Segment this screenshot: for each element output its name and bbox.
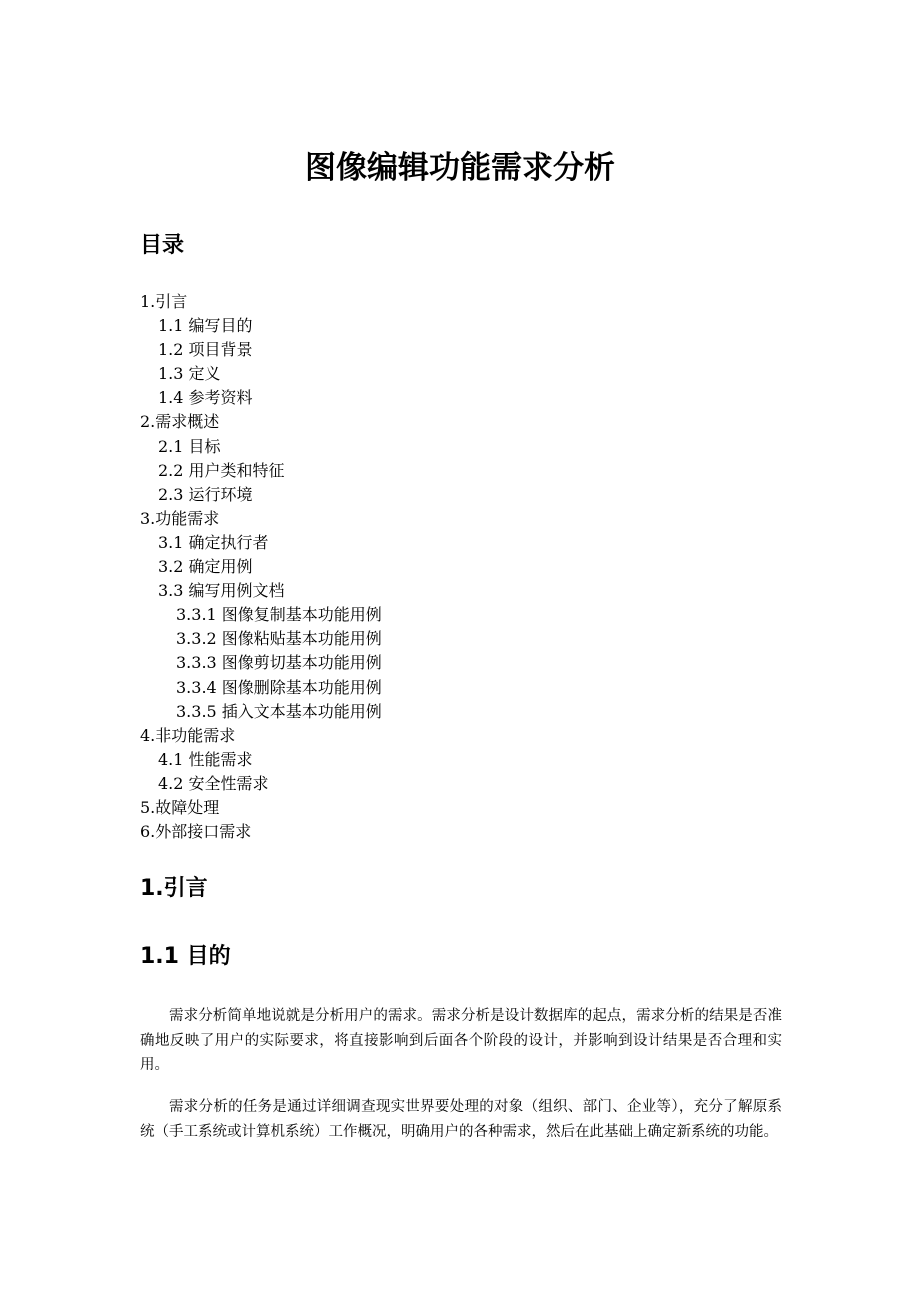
toc-item: 1.引言 <box>140 292 188 311</box>
section-heading-purpose: 1.1 目的 <box>140 944 231 969</box>
section-heading-intro: 1.引言 <box>140 876 208 901</box>
body-paragraph: 需求分析的任务是通过详细调查现实世界要处理的对象（组织、部门、企业等），充分了解原系统（手工系统或计算机系统）工作概况，明确用户的各种需求，然后在此基础上确定新系统的功能。 <box>140 1099 782 1140</box>
toc-item: 6.外部接口需求 <box>140 822 252 842</box>
toc-item: 3.3 编写用例文档 <box>158 581 285 601</box>
toc-item: 1.4 参考资料 <box>158 388 253 408</box>
toc-item: 2.需求概述 <box>140 412 220 432</box>
toc-item: 3.3.4 图像删除基本功能用例 <box>176 677 382 697</box>
toc-item: 3.3.1 图像复制基本功能用例 <box>176 605 382 625</box>
toc-item: 3.1 确定执行者 <box>158 532 269 552</box>
toc-item: 1.3 定义 <box>158 364 221 384</box>
document-title: 图像编辑功能需求分析 <box>305 150 615 186</box>
toc-item: 5.故障处理 <box>140 797 220 817</box>
toc-heading: 目录 <box>140 233 185 258</box>
toc-item: 1.2 项目背景 <box>158 340 253 360</box>
table-of-contents <box>140 290 382 844</box>
toc-item: 3.3.5 插入文本基本功能用例 <box>176 701 382 721</box>
toc-item: 2.1 目标 <box>158 436 221 456</box>
toc-item: 4.2 安全性需求 <box>158 773 269 793</box>
toc-item: 4.非功能需求 <box>140 725 236 745</box>
toc-item: 3.2 确定用例 <box>158 557 253 577</box>
toc-item: 3.功能需求 <box>140 508 220 528</box>
toc-item: 3.3.3 图像剪切基本功能用例 <box>176 653 382 673</box>
toc-item: 2.2 用户类和特征 <box>158 460 285 480</box>
toc-item: 4.1 性能需求 <box>158 749 253 769</box>
toc-item: 2.3 运行环境 <box>158 484 253 504</box>
toc-item: 1.1 编写目的 <box>158 316 253 336</box>
toc-item: 3.3.2 图像粘贴基本功能用例 <box>176 629 382 649</box>
body-paragraph: 需求分析简单地说就是分析用户的需求。需求分析是设计数据库的起点，需求分析的结果是否准确地反映了用户的实际要求，将直接影响到后面各个阶段的设计，并影响到设计结果是否合理和实用。 <box>140 1008 782 1073</box>
